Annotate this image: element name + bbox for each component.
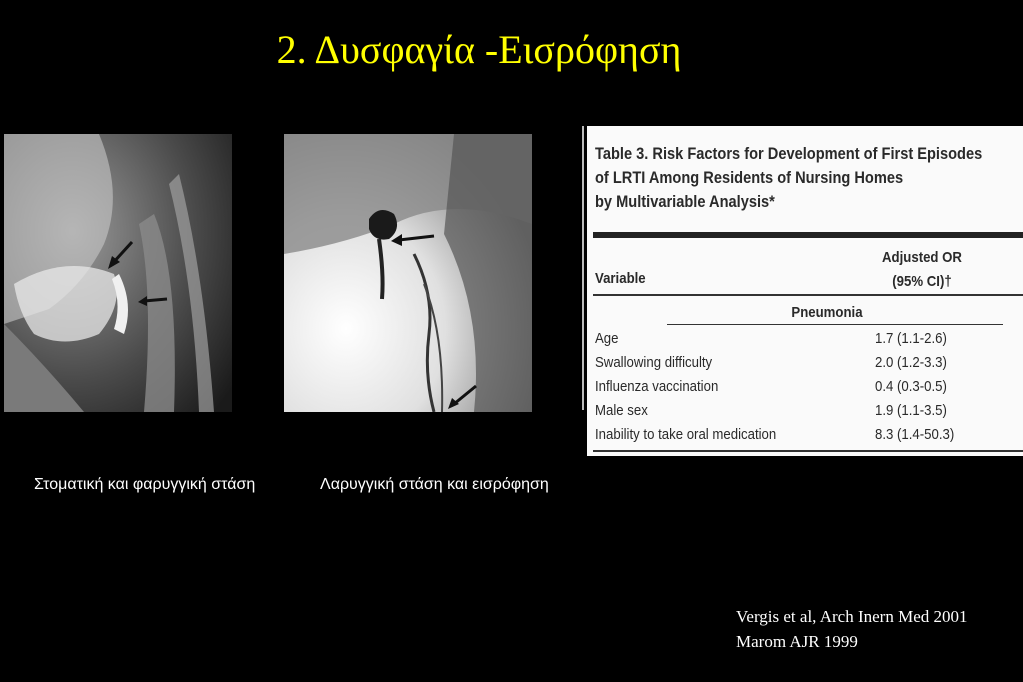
header-adjusted-or: Adjusted OR (95% CI)†	[882, 249, 962, 290]
xray-laryngeal-aspiration	[284, 134, 532, 412]
table-rule-bottom	[593, 450, 1023, 452]
xray-oral-pharyngeal-stasis	[4, 134, 232, 412]
reference-2: Marom AJR 1999	[736, 632, 858, 651]
table-row: Male sex 1.9 (1.1-3.5)	[595, 402, 947, 419]
table-row: Inability to take oral medication 8.3 (1.4-50.3)	[595, 426, 955, 443]
table-rule-top	[593, 232, 1023, 238]
header-variable: Variable	[595, 270, 646, 287]
table-edge-divider	[582, 126, 584, 410]
table-row: Influenza vaccination 0.4 (0.3-0.5)	[595, 378, 947, 395]
slide-title: 2. Δυσφαγία -Εισρόφηση	[276, 27, 682, 72]
risk-factor-table	[587, 126, 1023, 456]
section-rule	[667, 324, 1003, 325]
caption-oral-pharyngeal: Στοματική και φαρυγγική στάση	[34, 476, 256, 493]
table-row: Swallowing difficulty 2.0 (1.2-3.3)	[595, 354, 947, 371]
references	[736, 604, 968, 654]
section-pneumonia: Pneumonia	[791, 304, 863, 321]
table-row: Age 1.7 (1.1-2.6)	[595, 330, 947, 347]
caption-laryngeal: Λαρυγγική στάση και εισρόφηση	[320, 476, 549, 493]
reference-1: Vergis et al, Arch Inern Med 2001	[736, 607, 968, 626]
table-title: Table 3. Risk Factors for Development of First Episodes of LRTI Among Residents of Nursing Homes by Multivariable Analysis*	[595, 144, 983, 211]
table-rule-header	[593, 294, 1023, 296]
